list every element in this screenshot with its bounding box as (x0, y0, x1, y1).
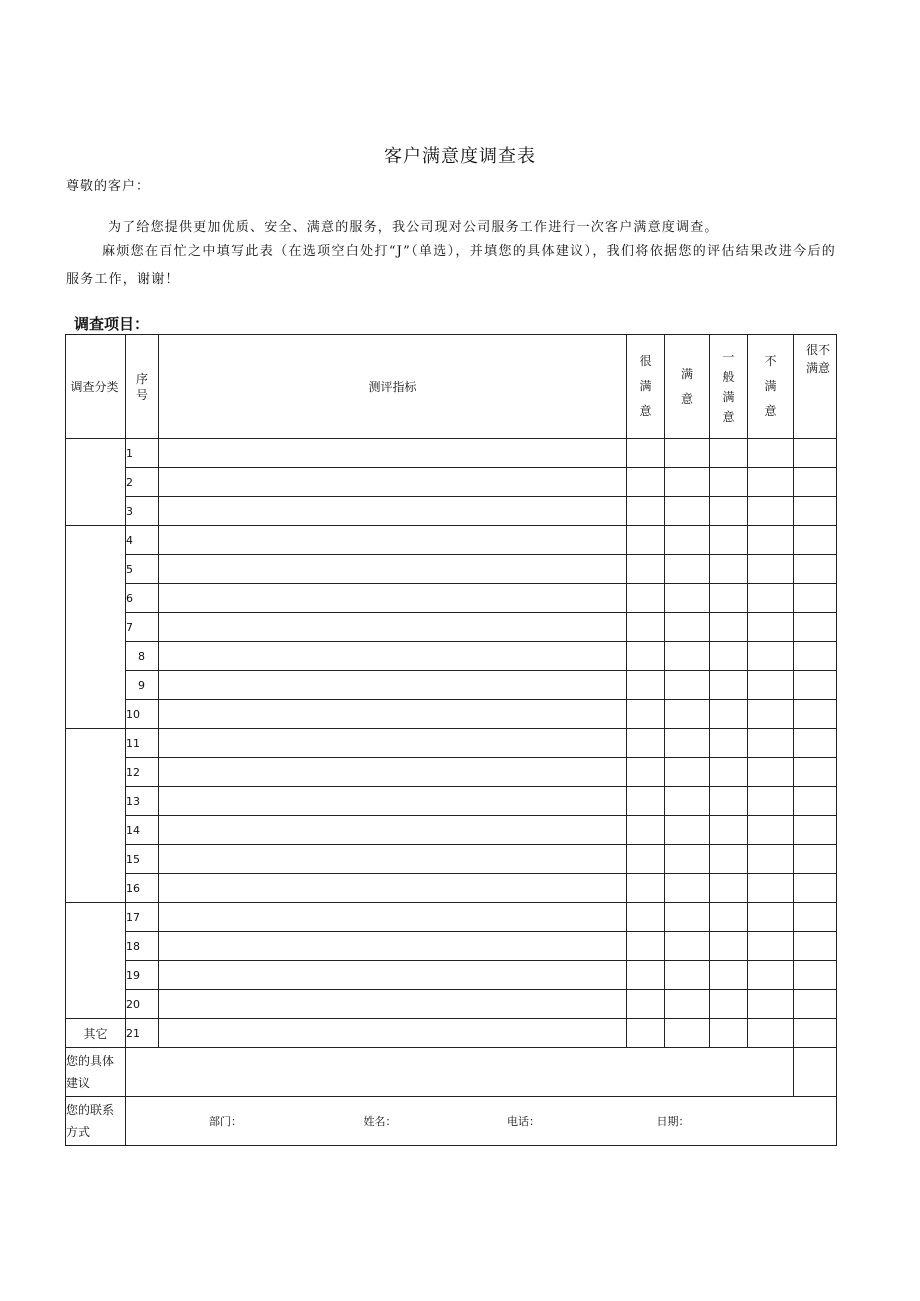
category-cell-4[interactable] (66, 903, 126, 1019)
satisfied-cell[interactable] (665, 671, 710, 700)
seq-number: 11 (126, 729, 159, 758)
average-cell[interactable] (710, 1019, 748, 1048)
satisfied-cell[interactable] (665, 932, 710, 961)
seq-number: 1 (126, 439, 159, 468)
category-cell-1[interactable] (66, 439, 126, 526)
unsatisfied-cell[interactable] (748, 468, 794, 497)
average-cell[interactable] (710, 584, 748, 613)
seq-number: 19 (126, 961, 159, 990)
suggestion-label: 您的具体建议 (66, 1048, 126, 1097)
very-satisfied-cell[interactable] (627, 932, 665, 961)
very-unsatisfied-cell[interactable] (794, 613, 837, 642)
table-row-other (66, 1019, 837, 1048)
very-unsatisfied-cell[interactable] (794, 700, 837, 729)
header-seq: 序号 (126, 335, 159, 439)
satisfied-cell[interactable] (665, 613, 710, 642)
very-unsatisfied-cell[interactable] (794, 439, 837, 468)
very-satisfied-cell[interactable] (627, 468, 665, 497)
average-cell[interactable] (710, 990, 748, 1019)
seq-number: 12 (126, 758, 159, 787)
contact-field[interactable] (126, 1097, 837, 1146)
seq-number: 14 (126, 816, 159, 845)
very-satisfied-cell[interactable] (627, 903, 665, 932)
very-satisfied-cell[interactable] (627, 961, 665, 990)
seq-number: 2 (126, 468, 159, 497)
satisfied-cell[interactable] (665, 497, 710, 526)
unsatisfied-cell[interactable] (748, 816, 794, 845)
table-row (66, 584, 837, 613)
very-satisfied-cell[interactable] (627, 845, 665, 874)
table-row (66, 700, 837, 729)
unsatisfied-cell[interactable] (748, 700, 794, 729)
indicator-cell[interactable] (159, 874, 627, 903)
indicator-cell[interactable] (159, 932, 627, 961)
suggestion-row (66, 1048, 837, 1097)
satisfied-cell[interactable] (665, 816, 710, 845)
seq-number: 6 (126, 584, 159, 613)
average-cell[interactable] (710, 526, 748, 555)
very-satisfied-cell[interactable] (627, 439, 665, 468)
very-satisfied-cell[interactable] (627, 1019, 665, 1048)
unsatisfied-cell[interactable] (748, 729, 794, 758)
very-satisfied-cell[interactable] (627, 584, 665, 613)
very-satisfied-cell[interactable] (627, 526, 665, 555)
satisfied-cell[interactable] (665, 700, 710, 729)
table-row (66, 845, 837, 874)
intro-paragraph-1: 为了给您提供更加优质、安全、满意的服务，我公司现对公司服务工作进行一次客户满意度调查。 (108, 220, 719, 235)
indicator-cell[interactable] (159, 729, 627, 758)
average-cell[interactable] (710, 700, 748, 729)
satisfied-cell[interactable] (665, 758, 710, 787)
header-row (66, 335, 837, 439)
unsatisfied-cell[interactable] (748, 990, 794, 1019)
satisfied-cell[interactable] (665, 990, 710, 1019)
table-row (66, 903, 837, 932)
indicator-cell[interactable] (159, 468, 627, 497)
indicator-cell[interactable] (159, 497, 627, 526)
very-satisfied-cell[interactable] (627, 497, 665, 526)
very-unsatisfied-cell[interactable] (794, 497, 837, 526)
unsatisfied-cell[interactable] (748, 642, 794, 671)
satisfied-cell[interactable] (665, 729, 710, 758)
satisfied-cell[interactable] (665, 961, 710, 990)
table-row (66, 642, 837, 671)
very-unsatisfied-cell[interactable] (794, 903, 837, 932)
average-cell[interactable] (710, 613, 748, 642)
very-satisfied-cell[interactable] (627, 990, 665, 1019)
very-unsatisfied-cell[interactable] (794, 468, 837, 497)
very-satisfied-cell[interactable] (627, 758, 665, 787)
average-cell[interactable] (710, 439, 748, 468)
average-cell[interactable] (710, 555, 748, 584)
indicator-cell[interactable] (159, 671, 627, 700)
header-average: 一般满意 (710, 335, 748, 439)
table-row (66, 555, 837, 584)
average-cell[interactable] (710, 903, 748, 932)
average-cell[interactable] (710, 816, 748, 845)
very-satisfied-cell[interactable] (627, 874, 665, 903)
table-row (66, 990, 837, 1019)
seq-number: 10 (126, 700, 159, 729)
section-label: 调查项目： (74, 315, 150, 333)
very-satisfied-cell[interactable] (627, 816, 665, 845)
indicator-cell[interactable] (159, 816, 627, 845)
satisfied-cell[interactable] (665, 903, 710, 932)
very-unsatisfied-cell[interactable] (794, 584, 837, 613)
unsatisfied-cell[interactable] (748, 758, 794, 787)
average-cell[interactable] (710, 845, 748, 874)
unsatisfied-cell[interactable] (748, 497, 794, 526)
indicator-cell[interactable] (159, 700, 627, 729)
average-cell[interactable] (710, 468, 748, 497)
header-very-satisfied: 很满意 (627, 335, 665, 439)
satisfied-cell[interactable] (665, 787, 710, 816)
very-satisfied-cell[interactable] (627, 613, 665, 642)
indicator-cell[interactable] (159, 584, 627, 613)
unsatisfied-cell[interactable] (748, 874, 794, 903)
suggestion-extra-cell (794, 1048, 837, 1097)
seq-number: 15 (126, 845, 159, 874)
unsatisfied-cell[interactable] (748, 584, 794, 613)
very-unsatisfied-cell[interactable] (794, 990, 837, 1019)
table-row (66, 526, 837, 555)
seq-number: 3 (126, 497, 159, 526)
greeting: 尊敬的客户： (66, 179, 151, 194)
very-unsatisfied-cell[interactable] (794, 787, 837, 816)
table-row (66, 671, 837, 700)
very-unsatisfied-cell[interactable] (794, 1019, 837, 1048)
very-unsatisfied-cell[interactable] (794, 671, 837, 700)
indicator-cell[interactable] (159, 439, 627, 468)
category-cell-2[interactable] (66, 526, 126, 729)
header-indicator: 测评指标 (159, 335, 627, 439)
satisfied-cell[interactable] (665, 642, 710, 671)
average-cell[interactable] (710, 642, 748, 671)
indicator-cell[interactable] (159, 990, 627, 1019)
category-other: 其它 (66, 1019, 126, 1048)
unsatisfied-cell[interactable] (748, 555, 794, 584)
header-very-unsatisfied: 很不满意 (794, 335, 837, 439)
unsatisfied-cell[interactable] (748, 932, 794, 961)
very-unsatisfied-cell[interactable] (794, 758, 837, 787)
indicator-cell[interactable] (159, 961, 627, 990)
indicator-cell[interactable] (159, 787, 627, 816)
satisfied-cell[interactable] (665, 874, 710, 903)
seq-number: 4 (126, 526, 159, 555)
seq-number: 21 (126, 1019, 159, 1048)
average-cell[interactable] (710, 729, 748, 758)
table-row (66, 961, 837, 990)
department-label: 部门： (209, 1115, 242, 1128)
date-label: 日期： (656, 1115, 690, 1128)
very-unsatisfied-cell[interactable] (794, 845, 837, 874)
table-row (66, 497, 837, 526)
average-cell[interactable] (710, 961, 748, 990)
category-cell-3[interactable] (66, 729, 126, 903)
satisfied-cell[interactable] (665, 555, 710, 584)
very-unsatisfied-cell[interactable] (794, 961, 837, 990)
indicator-cell[interactable] (159, 758, 627, 787)
unsatisfied-cell[interactable] (748, 961, 794, 990)
unsatisfied-cell[interactable] (748, 787, 794, 816)
table-row (66, 758, 837, 787)
average-cell[interactable] (710, 787, 748, 816)
seq-number: 16 (126, 874, 159, 903)
very-satisfied-cell[interactable] (627, 787, 665, 816)
average-cell[interactable] (710, 932, 748, 961)
table-row (66, 613, 837, 642)
very-satisfied-cell[interactable] (627, 700, 665, 729)
table-row (66, 874, 837, 903)
phone-label: 电话： (507, 1115, 540, 1128)
table-row (66, 439, 837, 468)
seq-number: 9 (126, 671, 159, 700)
satisfied-cell[interactable] (665, 584, 710, 613)
very-unsatisfied-cell[interactable] (794, 526, 837, 555)
header-category: 调查分类 (66, 335, 126, 439)
unsatisfied-cell[interactable] (748, 845, 794, 874)
satisfied-cell[interactable] (665, 845, 710, 874)
suggestion-field[interactable] (126, 1048, 794, 1097)
average-cell[interactable] (710, 671, 748, 700)
indicator-cell[interactable] (159, 642, 627, 671)
survey-table (65, 334, 837, 1146)
average-cell[interactable] (710, 497, 748, 526)
table-row (66, 816, 837, 845)
indicator-cell[interactable] (159, 613, 627, 642)
satisfied-cell[interactable] (665, 439, 710, 468)
very-satisfied-cell[interactable] (627, 642, 665, 671)
indicator-cell[interactable] (159, 555, 627, 584)
unsatisfied-cell[interactable] (748, 903, 794, 932)
table-row (66, 468, 837, 497)
satisfied-cell[interactable] (665, 1019, 710, 1048)
average-cell[interactable] (710, 758, 748, 787)
contact-row (66, 1097, 837, 1146)
unsatisfied-cell[interactable] (748, 526, 794, 555)
very-unsatisfied-cell[interactable] (794, 874, 837, 903)
table-row (66, 787, 837, 816)
seq-number: 17 (126, 903, 159, 932)
name-label: 姓名： (363, 1115, 397, 1128)
satisfied-cell[interactable] (665, 526, 710, 555)
seq-number: 8 (126, 642, 159, 671)
indicator-cell[interactable] (159, 1019, 627, 1048)
unsatisfied-cell[interactable] (748, 613, 794, 642)
table-row (66, 932, 837, 961)
unsatisfied-cell[interactable] (748, 439, 794, 468)
seq-number: 13 (126, 787, 159, 816)
unsatisfied-cell[interactable] (748, 671, 794, 700)
contact-label: 您的联系方式 (66, 1097, 126, 1146)
seq-number: 18 (126, 932, 159, 961)
indicator-cell[interactable] (159, 526, 627, 555)
very-unsatisfied-cell[interactable] (794, 555, 837, 584)
indicator-cell[interactable] (159, 845, 627, 874)
very-satisfied-cell[interactable] (627, 729, 665, 758)
satisfied-cell[interactable] (665, 468, 710, 497)
very-unsatisfied-cell[interactable] (794, 932, 837, 961)
intro-paragraph-2: 麻烦您在百忙之中填写此表（在选项空白处打“J”（单选），并填您的具体建议），我们将依据您的评估结果改进今后的服务工作，谢谢！ (66, 244, 836, 287)
seq-number: 20 (126, 990, 159, 1019)
seq-number: 5 (126, 555, 159, 584)
very-satisfied-cell[interactable] (627, 671, 665, 700)
seq-number: 7 (126, 613, 159, 642)
very-unsatisfied-cell[interactable] (794, 816, 837, 845)
very-unsatisfied-cell[interactable] (794, 642, 837, 671)
header-unsatisfied: 不满意 (748, 335, 794, 439)
indicator-cell[interactable] (159, 903, 627, 932)
very-satisfied-cell[interactable] (627, 555, 665, 584)
table-row (66, 729, 837, 758)
unsatisfied-cell[interactable] (748, 1019, 794, 1048)
page-title: 客户满意度调查表 (384, 146, 536, 167)
average-cell[interactable] (710, 874, 748, 903)
very-unsatisfied-cell[interactable] (794, 729, 837, 758)
header-satisfied: 满意 (665, 335, 710, 439)
